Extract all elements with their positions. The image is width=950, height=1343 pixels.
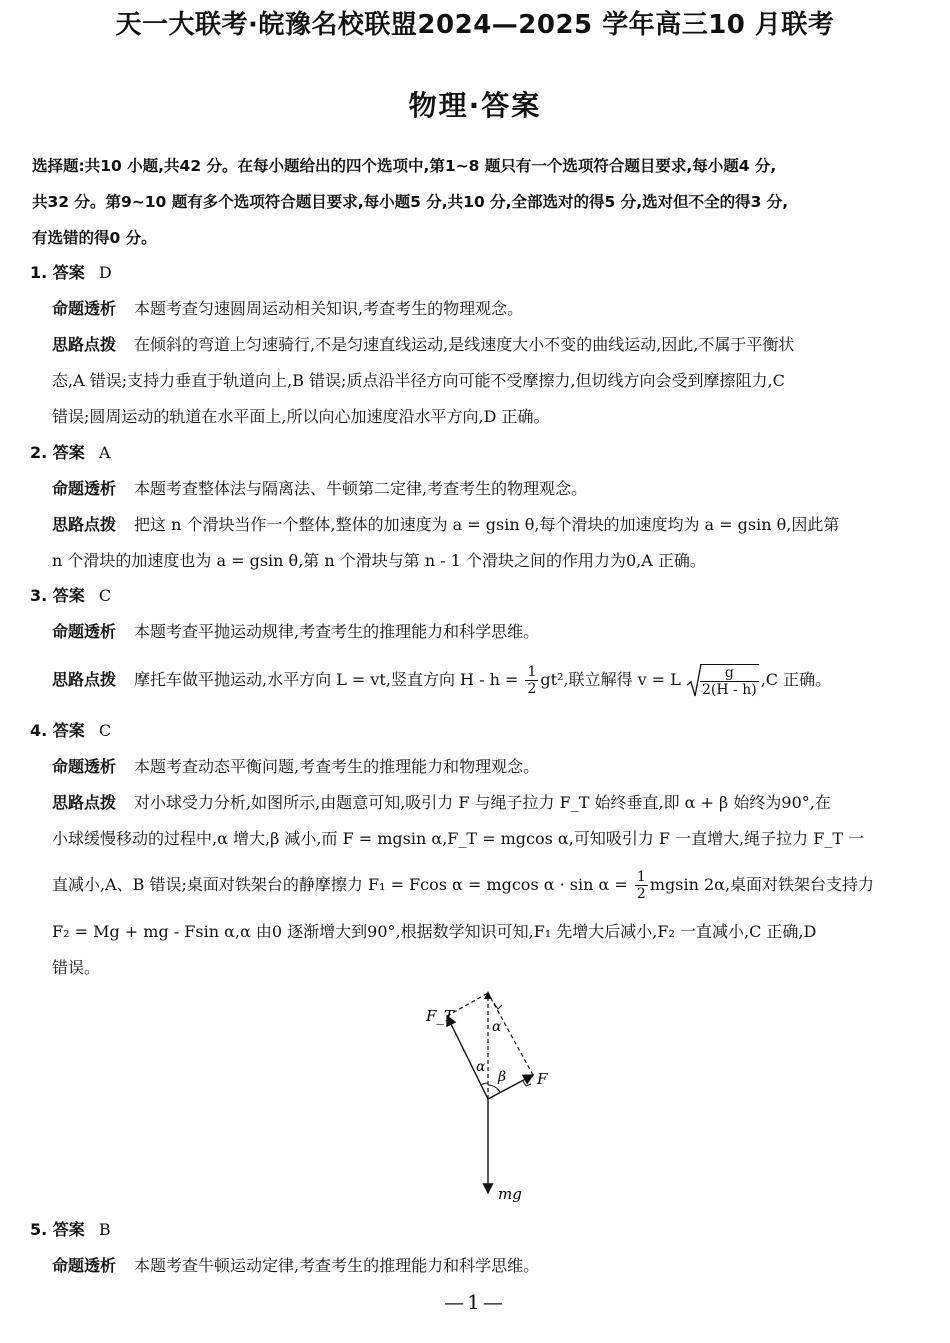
intro-line-2: 共32 分。第9~10 题有多个选项符合题目要求,每小题5 分,共10 分,全部选对的得5 分,选对但不全的得3 分, xyxy=(32,193,789,211)
q4-approach-1: 思路点拨 对小球受力分析,如图所示,由题意可知,吸引力 F 与绳子拉力 F_T 始终垂直,即 α + β 始终为90°,在 xyxy=(52,793,831,812)
q2-approach-1: 思路点拨 把这 n 个滑块当作一个整体,整体的加速度为 a = gsin θ,每个滑块的加速度均为 a = gsin θ,因此第 xyxy=(52,515,840,534)
q1-approach-1: 思路点拨 在倾斜的弯道上匀速骑行,不是匀速直线运动,是线速度大小不变的曲线运动,因此,不属于平衡状 xyxy=(52,335,795,354)
q4-answer: 4. 答案 C xyxy=(30,721,112,740)
q5-insight: 命题透析 本题考查牛顿运动定律,考查考生的推理能力和科学思维。 xyxy=(52,1256,540,1275)
f-label: F xyxy=(537,1070,548,1088)
q4-approach-5: 错误。 xyxy=(52,958,101,977)
ft-arrow xyxy=(447,1016,488,1099)
q3-approach: 思路点拨 摩托车做平抛运动,水平方向 L = vt,竖直方向 H - h = $\frac{1}{2}$ gt²,联立解得 v = L $\frac{g}{2(H - h)}$ ,C 正确。 xyxy=(52,660,831,701)
q2-answer-value: A xyxy=(98,443,111,462)
q1-insight: 命题透析 本题考查匀速圆周运动相关知识,考查考生的物理观念。 xyxy=(52,299,524,318)
fraction-one-half: $\frac{1}{2}$ xyxy=(527,664,537,697)
fraction-one-half: $\frac{1}{2}$ xyxy=(636,869,646,902)
q1-answer xyxy=(30,263,112,283)
q2-insight: 命题透析 本题考查整体法与隔离法、牛顿第二定律,考查考生的物理观念。 xyxy=(52,479,588,498)
q1-approach-2: 态,A 错误;支持力垂直于轨道向上,B 错误;质点沿半径方向可能不受摩擦力,但切线方向会受到摩擦阻力,C xyxy=(52,371,785,390)
approach-label: 思路点拨 xyxy=(52,335,117,354)
force-diagram xyxy=(420,985,560,1205)
beta-label: β xyxy=(498,1069,507,1085)
intro-line-3: 有选错的得0 分。 xyxy=(32,229,157,247)
exam-title: 天一大联考·皖豫名校联盟2024—2025 学年高三10 月联考 xyxy=(115,10,835,40)
sqrt-expression: $\frac{g}{2(H - h)}$ xyxy=(686,661,761,701)
answer-label: 答案 xyxy=(52,263,85,282)
q5-answer-value: B xyxy=(98,1220,111,1239)
q3-answer: 3. 答案 C xyxy=(30,586,112,605)
page-number: —1— xyxy=(444,1290,506,1314)
q4-insight: 命题透析 本题考查动态平衡问题,考查考生的推理能力和物理观念。 xyxy=(52,757,540,776)
q3-insight: 命题透析 本题考查平抛运动规律,考查考生的推理能力和科学思维。 xyxy=(52,622,540,641)
q1-approach-3: 错误;圆周运动的轨道在水平面上,所以向心加速度沿水平方向,D 正确。 xyxy=(52,407,550,426)
insight-label: 命题透析 xyxy=(52,299,117,318)
q5-answer: 5. 答案 B xyxy=(30,1220,111,1239)
q1-answer-value: D xyxy=(98,263,112,282)
q2-approach-2: n 个滑块的加速度也为 a = gsin θ,第 n 个滑块与第 n - 1 个滑块之间的作用力为0,A 正确。 xyxy=(52,551,706,570)
intro-line-1: 选择题:共10 小题,共42 分。在每小题给出的四个选项中,第1~8 题只有一个选项符合题目要求,每小题4 分, xyxy=(32,157,777,175)
ft-label: F_T xyxy=(426,1007,454,1025)
q1-number: 1. xyxy=(30,263,48,282)
mg-label: mg xyxy=(498,1185,522,1203)
alpha-label-upper: α xyxy=(492,1019,502,1035)
alpha-label-lower: α xyxy=(476,1059,486,1075)
q3-answer-value: C xyxy=(98,586,112,605)
q2-answer: 2. 答案 A xyxy=(30,443,111,462)
q4-approach-4: F₂ = Mg + mg - Fsin α,α 由0 逐渐增大到90°,根据数学知识可知,F₁ 先增大后减小,F₂ 一直减小,C 正确,D xyxy=(52,922,817,941)
q4-answer-value: C xyxy=(98,721,112,740)
q4-approach-2: 小球缓慢移动的过程中,α 增大,β 减小,而 F = mgsin α,F_T = mgcos α,可知吸引力 F 一直增大,绳子拉力 F_T 一 xyxy=(52,829,865,848)
q4-approach-3: 直减小,A、B 错误;桌面对铁架台的静摩擦力 F₁ = Fcos α = mgcos α · sin α = $\frac{1}{2}$ mgsin 2α,桌面对铁架台支持力 xyxy=(52,869,875,902)
subject-title: 物理·答案 xyxy=(408,89,542,122)
